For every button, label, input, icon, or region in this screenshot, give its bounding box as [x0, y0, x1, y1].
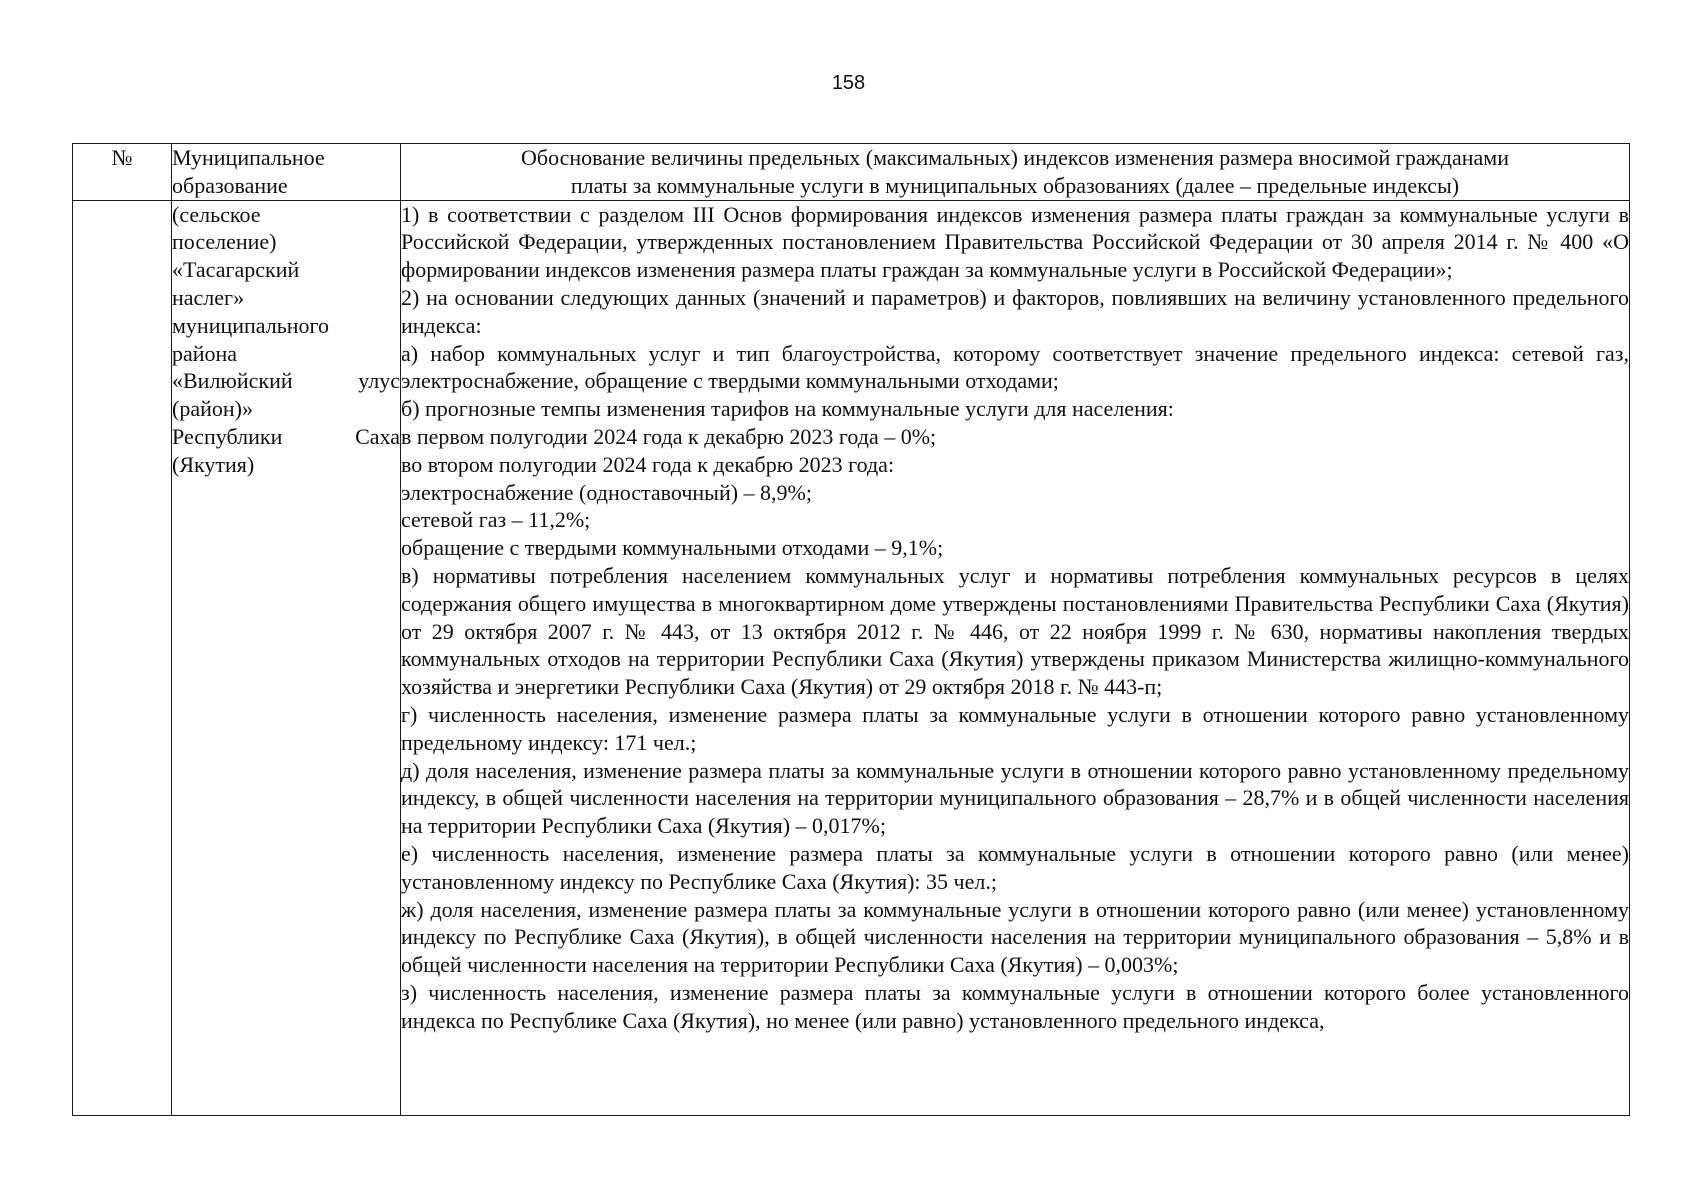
- page-number: 158: [831, 72, 866, 94]
- municipality-word: Саха: [355, 423, 400, 449]
- paragraph-second-half: во втором полугодии 2024 года к декабрю 2023 года:: [401, 451, 895, 477]
- municipality-line: [172, 423, 400, 451]
- paragraph-services-set: а) набор коммунальных услуг и тип благоустройства, которому соответствует значение предельного индекса: сетевой газ, электроснабжение, обращение с твердыми коммунальными отходами;: [401, 340, 1629, 394]
- row-number-cell: [73, 200, 172, 1115]
- paragraph-first-half: в первом полугодии 2024 года к декабрю 2023 года – 0%;: [401, 423, 937, 449]
- municipality-line: «Тасагарский: [172, 257, 300, 283]
- indices-table: [72, 143, 1630, 1116]
- paragraph-electricity: электроснабжение (одноставочный) – 8,9%;: [401, 479, 812, 505]
- paragraph-basis-section-3: 1) в соответствии с разделом III Основ формирования индексов изменения размера платы граждан за коммунальные услуги в Российской Федерации, утвержденных постановлением Правительства Российской Федерации от 30 апреля 2014 г. № 400 «О формировании индексов изменения размера платы граждан за коммунальные услуги в Российской Федерации»;: [401, 201, 1629, 283]
- municipality-cell: [172, 200, 401, 1115]
- municipality-line: района: [172, 340, 238, 366]
- header-municipality-line: образование: [172, 172, 288, 198]
- paragraph-population-below-count: е) численность населения, изменение размера платы за коммунальные услуги в отношении которого равно (или менее) установленному индексу по Республике Саха (Якутия): 35 чел.;: [401, 840, 1629, 894]
- municipality-word: улус: [358, 368, 400, 394]
- municipality-word: Республики: [172, 423, 283, 449]
- paragraph-tariff-forecast: б) прогнозные темпы изменения тарифов на коммунальные услуги для населения:: [401, 396, 1174, 422]
- paragraph-population-above-count: з) численность населения, изменение размера платы за коммунальные услуги в отношении которого более установленного индекса по Республике Саха (Якутия), но менее (или равно) установленного предельного индекса,: [401, 979, 1629, 1033]
- header-description: [401, 144, 1630, 201]
- paragraph-waste: обращение с твердыми коммунальными отходами – 9,1%;: [401, 535, 944, 561]
- municipality-line: муниципального: [172, 312, 330, 338]
- header-number: №: [73, 144, 172, 201]
- paragraph-basis-data: 2) на основании следующих данных (значений и параметров) и факторов, повлиявших на величину установленного предельного индекса:: [401, 284, 1629, 338]
- municipality-line: [172, 367, 400, 395]
- paragraph-population-count: г) численность населения, изменение размера платы за коммунальные услуги в отношении которого равно установленному предельному индексу: 171 чел.;: [401, 701, 1629, 755]
- paragraph-consumption-norms: в) нормативы потребления населением коммунальных услуг и нормативы потребления коммунальных ресурсов в целях содержания общего имущества в многоквартирном доме утверждены постановлениями Правительства Республики Саха (Якутия) от 29 октября 2007 г. № 443, от 13 октября 2012 г. № 446, от 22 ноября 1999 г. № 630, нормативы накопления твердых коммунальных отходов на территории Республики Саха (Якутия) утверждены приказом Министерства жилищно-коммунального хозяйства и энергетики Республики Саха (Якутия) от 29 октября 2018 г. № 443-п;: [401, 562, 1629, 700]
- table-header-row: [73, 144, 1630, 201]
- municipality-line: наслег»: [172, 284, 245, 310]
- header-description-line: платы за коммунальные услуги в муниципальных образованиях (далее – предельные индексы): [570, 172, 1460, 198]
- description-cell: [401, 200, 1630, 1115]
- paragraph-gas: сетевой газ – 11,2%;: [401, 507, 591, 533]
- municipality-line: (сельское: [172, 201, 261, 227]
- municipality-line: (район)»: [172, 396, 253, 422]
- header-municipality: [172, 144, 401, 201]
- paragraph-population-share: д) доля населения, изменение размера платы за коммунальные услуги в отношении которого равно установленному предельному индексу, в общей численности населения на территории муниципального образования – 28,7% и в общей численности населения на территории Республики Саха (Якутия) – 0,017%;: [401, 757, 1629, 839]
- header-description-line: Обоснование величины предельных (максимальных) индексов изменения размера вносимой гражданами: [520, 145, 1509, 170]
- municipality-word: «Вилюйский: [172, 368, 293, 394]
- table-row: [73, 200, 1630, 1115]
- paragraph-population-below-share: ж) доля населения, изменение размера платы за коммунальные услуги в отношении которого равно (или менее) установленному индексу по Республике Саха (Якутия), в общей численности населения на территории муниципального образования – 5,8% и в общей численности населения на территории Республики Саха (Якутия) – 0,003%;: [401, 896, 1629, 978]
- municipality-line: поселение): [172, 229, 277, 255]
- municipality-line: (Якутия): [172, 451, 255, 477]
- header-municipality-line: Муниципальное: [172, 145, 325, 170]
